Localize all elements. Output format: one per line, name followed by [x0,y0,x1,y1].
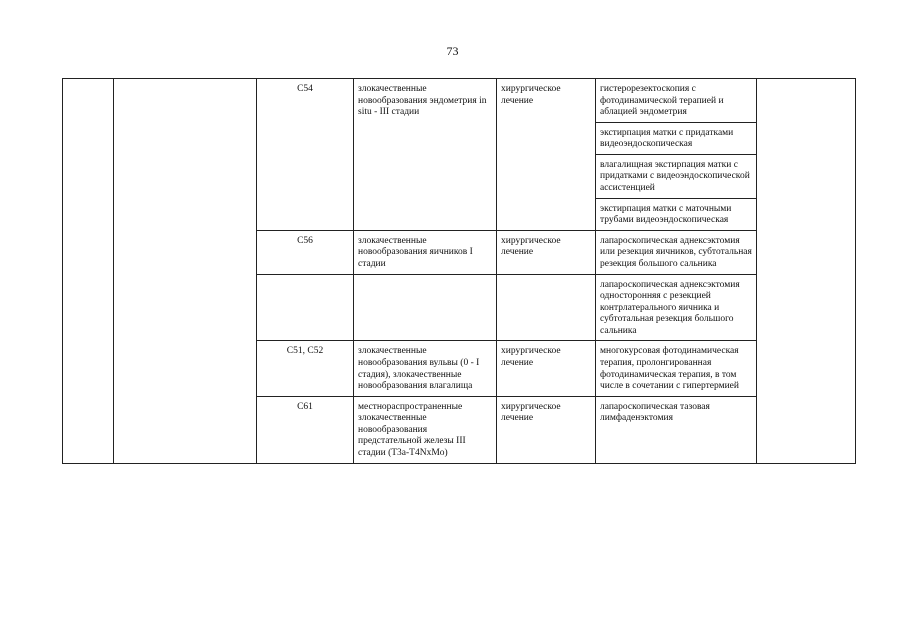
method-cell: лапароскопическая аднексэктомия или резекция яичников, субтотальная резекция большого сальника [596,230,757,274]
method-cell: многокурсовая фотодинамическая терапия, пролонгированная фотодинамическая терапия, в том числе в сочетании с гипертермией [596,341,757,396]
method-cell: влагалищная экстирпация матки с придатками с видеоэндоскопической ассистенцией [596,154,757,198]
diagnosis-cell [354,274,497,341]
treatment-type-cell: хирургическое лечение [497,79,596,231]
procedures-table [62,78,856,464]
icd-code-cell: C56 [257,230,354,274]
diagnosis-cell: местнораспространенные злокачественные новообразования предстательной железы III стадии (T3a-T4NxMo) [354,396,497,463]
diagnosis-cell: злокачественные новообразования яичников I стадии [354,230,497,274]
method-cell: гистерорезектоскопия с фотодинамической терапией и аблацией эндометрия [596,79,757,123]
treatment-type-cell: хирургическое лечение [497,341,596,396]
page-number: 73 [446,44,459,58]
group-name-cell [114,79,257,464]
method-cell: экстирпация матки с придатками видеоэндоскопическая [596,122,757,154]
treatment-type-cell: хирургическое лечение [497,230,596,274]
index-cell [63,79,114,464]
cost-cell [757,79,856,464]
icd-code-cell: C54 [257,79,354,231]
treatment-type-cell: хирургическое лечение [497,396,596,463]
method-cell: лапароскопическая аднексэктомия односторонняя с резекцией контрлатерального яичника и субтотальная резекция большого сальника [596,274,757,341]
icd-code-cell: C61 [257,396,354,463]
icd-code-cell: C51, C52 [257,341,354,396]
icd-code-cell [257,274,354,341]
method-cell: экстирпация матки с маточными трубами видеоэндоскопическая [596,198,757,230]
table-row [63,79,856,123]
method-cell: лапароскопическая тазовая лимфаденэктомия [596,396,757,463]
diagnosis-cell: злокачественные новообразования вульвы (0 - I стадия), злокачественные новообразования влагалища [354,341,497,396]
diagnosis-cell: злокачественные новообразования эндометрия in situ - III стадии [354,79,497,231]
treatment-type-cell [497,274,596,341]
